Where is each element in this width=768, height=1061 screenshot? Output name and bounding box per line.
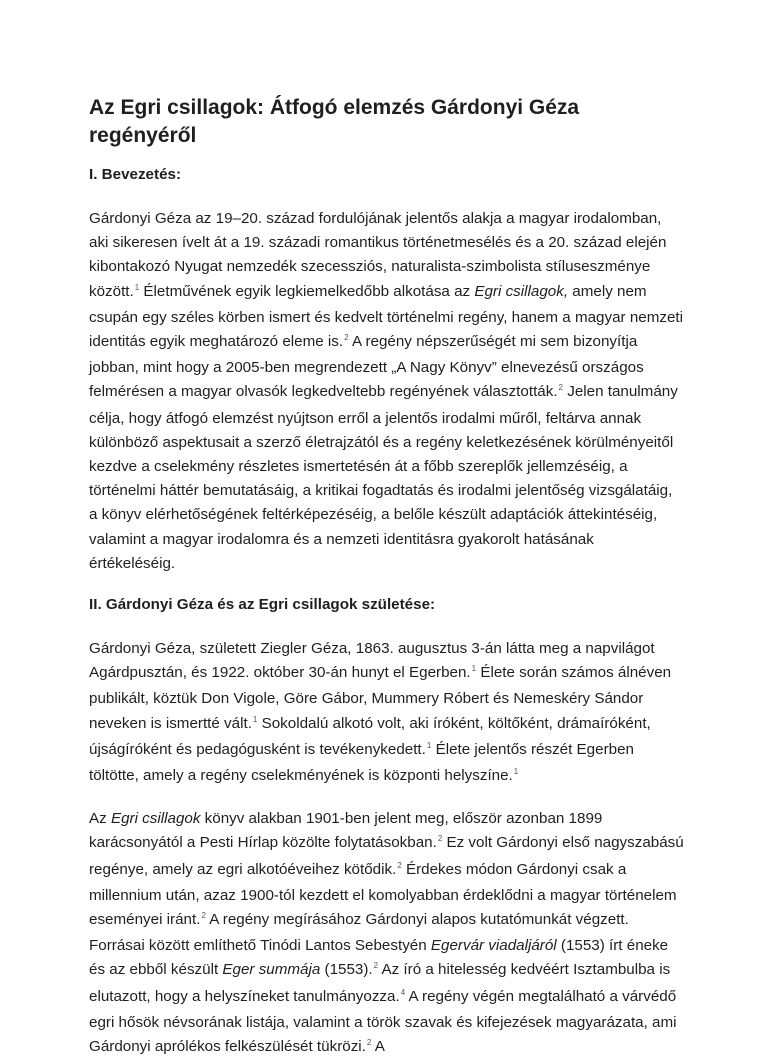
footnote-reference: 1 [252,714,258,724]
footnote-reference: 1 [471,664,477,674]
footnote-reference: 1 [426,740,432,750]
footnote-reference: 2 [344,333,349,343]
section-heading-introduction: I. Bevezetés: [89,166,182,183]
text-run: Gárdonyi Géza az 19–20. század fordulójának jelentős alakja a magyar irodalomban, aki sikeresen ívelt át a 19. századi romantikus történetmesélés és a 20. század elején kibontakozó Nyugat nemzedék szecessziós, naturalista-szimbolista stíluseszménye között. [89,210,667,300]
text-run: amely nem csupán egy széles körben ismert és kedvelt történelmi regény, hanem a magyar nemzeti identitás egyik meghatározó eleme is. [89,282,684,351]
text-run: Gárdonyi Géza, született Ziegler Géza, 1863. augusztus 3-án látta meg a napvilágot Agárdpusztán, és 1922. október 30-án hunyt el Egerben. [89,640,655,682]
text-run: Érdekes módon Gárdonyi csak a millennium után, azaz 1900-tól kezdett el komolyabban érdeklődni a magyar történelem eseményei iránt. [89,860,677,929]
text-run: Jelen tanulmány célja, hogy átfogó elemzést nyújtson erről a jelentős irodalmi műről, feltárva annak különböző aspektusait a szerző életrajzától és a regény keletkezésének körülményeitől kezdve a cselekmény részletes ismertetésén át a főbb szereplők jellemzéséig, a történelmi háttér bemutatásáig, a kritikai fogadtatás és irodalmi jelentőség vizsgálatáig, a könyv elérhetőségének feltérképezéséig, a belőle készült adaptációk áttekintéséig, valamint a magyar irodalomra és a nemzeti identitásra gyakorolt hatásának értékeléséig. [89,383,678,572]
italic-title: Egri csillagok [110,810,201,828]
footnote-reference: 2 [437,834,443,844]
spacer [89,576,684,594]
footnote-reference: 1 [513,767,519,777]
text-run: Életművének egyik legkiemelkedőbb alkotása az [139,282,475,300]
text-run: Az [89,810,111,828]
text-run: könyv alakban 1901-ben jelent meg, először azonban 1899 karácsonyától a Pesti Hírlap közölte folytatásokban. [89,810,603,852]
text-run: Élete jelentős részét Egerben töltötte, amely a regény cselekményének is központi helyszíne. [89,740,634,785]
spacer [89,616,684,637]
italic-title: Egri csillagok, [474,282,569,300]
paragraph-novel-origin [89,807,684,1061]
footnote-reference: 2 [366,1038,372,1048]
text-run: A regény végén megtalálható a várvédő egri hősök névsorának listája, valamint a török szavak és kifejezések magyarázata, ami Gárdonyi aprólékos felkészülését tükrözi. [89,987,677,1056]
text-run: A regény megírásához Gárdonyi alapos kutatómunkát végzett. Forrásai között említhető Tinódi Lantos Sebestyén [89,911,629,955]
footnote-reference: 1 [134,282,140,292]
text-run: A [371,1038,385,1056]
footnote-reference: 2 [558,383,563,393]
italic-title: Eger summája [222,961,321,979]
italic-title: Egervár viadaljáról [430,937,557,955]
text-run: Élete során számos álnéven publikált, köztük Don Vigole, Göre Gábor, Mummery Róbert és Nemeskéry Sándor neveken is ismertté vált. [89,664,672,732]
spacer [89,790,684,807]
text-run: Sokoldalú alkotó volt, aki íróként, költőként, drámaíróként, újságíróként és pedagógusként is tevékenykedett. [89,714,651,758]
footnote-reference: 2 [201,911,206,921]
text-run: (1553). [320,961,373,979]
paragraph-introduction [89,207,684,576]
spacer [89,186,684,207]
footnote-reference: 2 [397,860,402,870]
section-heading-birth: II. Gárdonyi Géza és az Egri csillagok születése: [89,596,436,614]
text-run: (1553) írt éneke és az ebből készült [89,937,669,979]
text-run: A regény népszerűségét mi sem bizonyítja jobban, mint hogy a 2005-ben megrendezett „A Nagy Könyv” elnevezésű országos felmérésen a magyar olvasók legkedveltebb regényének választották. [89,333,644,401]
footnote-reference: 2 [373,961,379,971]
text-run: Az író a hitelesség kedvéért Isztambulba is elutazott, hogy a helyszíneket tanulmányozza. [89,961,671,1005]
document-title: Az Egri csillagok: Átfogó elemzés Gárdonyi Géza regényéről [89,96,580,147]
footnote-reference: 4 [400,987,406,997]
text-run: Ez volt Gárdonyi első nagyszabású regénye, amely az egri alkotóéveihez kötődik. [89,834,684,878]
paragraph-author-bio [89,637,684,790]
